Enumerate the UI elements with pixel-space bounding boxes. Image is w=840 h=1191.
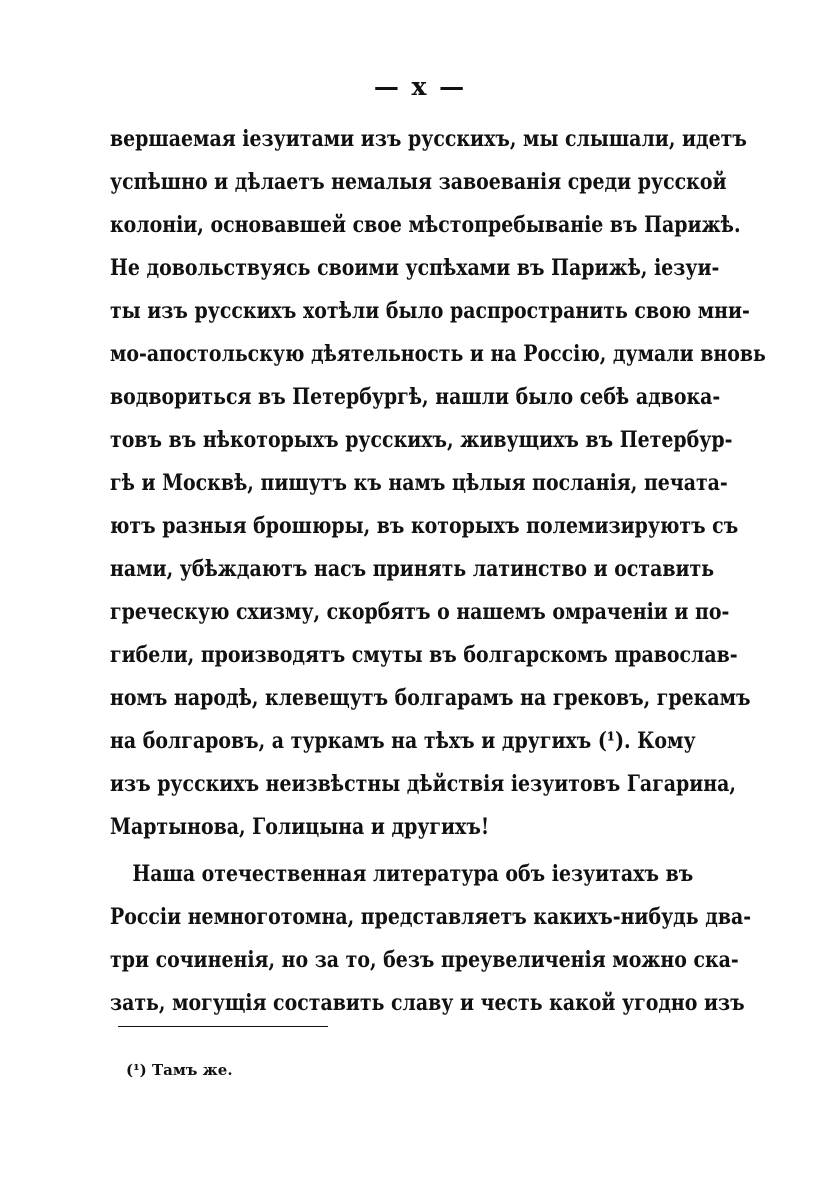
text-line: гѣ и Москвѣ, пишутъ къ намъ цѣлыя посланія, печата-: [110, 470, 728, 496]
text-line: товъ въ нѣкоторыхъ русскихъ, живущихъ въ Петербур-: [110, 427, 733, 453]
text-line: успѣшно и дѣлаетъ немалыя завоеванія среди русской: [110, 169, 727, 195]
footnote: (¹) Тамъ же.: [126, 1061, 233, 1079]
text-line: греческую схизму, скорбятъ о нашемъ омраченіи и по-: [110, 599, 730, 625]
text-line: на болгаровъ, а туркамъ на тѣхъ и другихъ (¹). Кому: [110, 728, 696, 754]
text-line: Наша отечественная литература объ іезуитахъ въ: [132, 861, 694, 887]
text-line: гибели, производятъ смуты въ болгарскомъ православ-: [110, 642, 738, 668]
text-line: ты изъ русскихъ хотѣли было распространить свою мни-: [110, 298, 750, 324]
text-line: вершаемая іезуитами изъ русскихъ, мы слышали, идетъ: [110, 126, 747, 152]
text-line: водвориться въ Петербургѣ, нашли было себѣ адвока-: [110, 384, 721, 410]
text-line: изъ русскихъ неизвѣстны дѣйствія іезуитовъ Гагарина,: [110, 771, 737, 797]
text-line: Мартынова, Голицына и другихъ!: [110, 814, 490, 840]
paragraph-2: [110, 853, 752, 1025]
text-line: ютъ разныя брошюры, въ которыхъ полемизируютъ съ: [110, 513, 739, 539]
paragraph-1: [110, 118, 766, 849]
text-line: номъ народѣ, клевещутъ болгарамъ на грековъ, грекамъ: [110, 685, 751, 711]
page-number: — x —: [373, 72, 467, 101]
text-line: нами, убѣждаютъ насъ принять латинство и оставить: [110, 556, 715, 582]
footnote-rule: [118, 1026, 328, 1027]
text-line: зать, могущія составить славу и честь какой угодно изъ: [110, 990, 745, 1016]
text-line: Россіи немноготомна, представляетъ какихъ-нибудь два-: [110, 904, 752, 930]
text-line: три сочиненія, но за то, безъ преувеличенія можно ска-: [110, 947, 739, 973]
text-line: мо-апостольскую дѣятельность и на Россію, думали вновь: [110, 341, 766, 367]
body-text: [110, 118, 766, 1025]
text-line: колоніи, основавшей свое мѣстопребываніе въ Парижѣ.: [110, 212, 741, 238]
text-line: Не довольствуясь своими успѣхами въ Парижѣ, іезуи-: [110, 255, 720, 281]
